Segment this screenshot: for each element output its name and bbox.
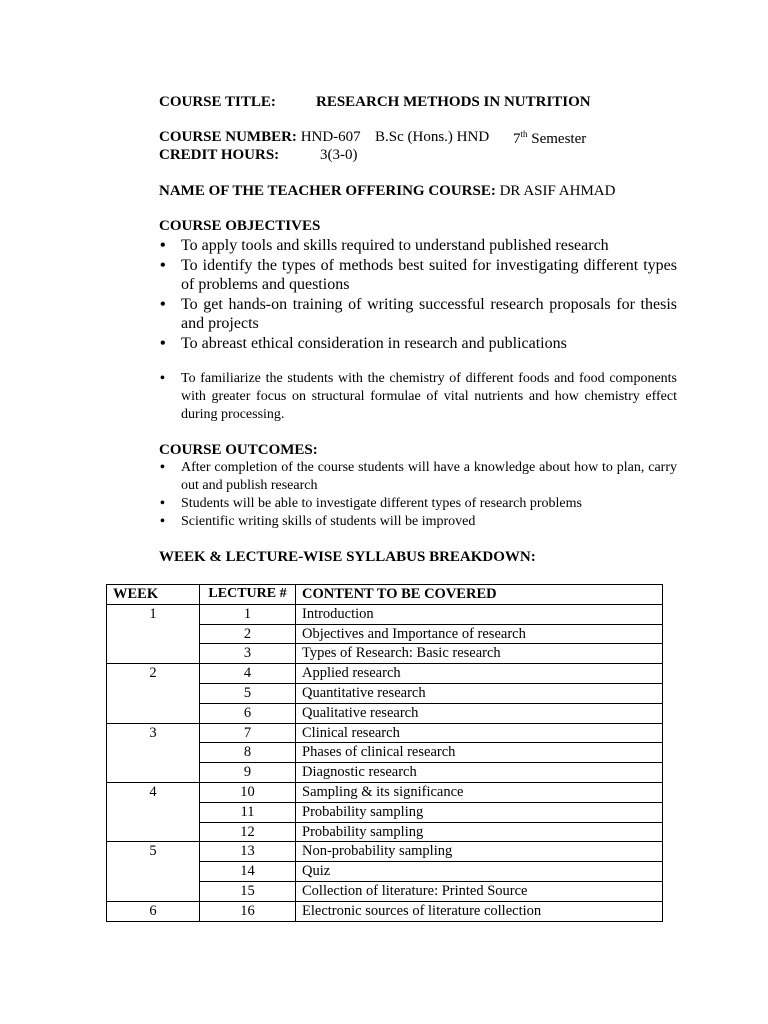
content-cell: Objectives and Importance of research [296,624,663,644]
table-header-row [107,585,663,605]
course-title-value: RESEARCH METHODS IN NUTRITION [316,94,591,110]
content-cell: Collection of literature: Printed Source [296,881,663,901]
table-row [107,664,663,684]
semester-word: Semester [531,131,587,147]
syllabus-heading: WEEK & LECTURE-WISE SYLLABUS BREAKDOWN: [159,549,536,565]
course-number-label: COURSE NUMBER: [159,129,297,145]
lecture-cell: 6 [200,703,296,723]
course-number-value: HND-607 [300,129,361,145]
objective-item: • To identify the types of methods best suited for investigating different types of problems and questions [160,256,677,293]
lecture-cell: 10 [200,782,296,802]
column-header-week: WEEK [107,585,200,605]
content-cell: Quiz [296,862,663,882]
lecture-cell: 3 [200,644,296,664]
lecture-cell: 5 [200,683,296,703]
objectives-list [159,236,677,353]
semester [513,129,586,148]
week-cell: 2 [107,664,200,723]
objective-item: • To apply tools and skills required to understand published research [160,237,609,254]
outcomes-heading: COURSE OUTCOMES: [159,442,318,458]
course-title-line [159,94,591,111]
content-cell: Sampling & its significance [296,782,663,802]
objective-text: To apply tools and skills required to understand published research [181,237,609,254]
credit-hours-value: 3(3-0) [320,147,358,163]
objective-text: To familiarize the students with the chemistry of different foods and food components with greater focus on structural formulae of vital nutrients and how chemistry effect during processing. [181,371,677,422]
course-title-label: COURSE TITLE: [159,94,276,110]
outcome-text: After completion of the course students will have a knowledge about how to plan, carry out and publish research [181,460,677,493]
outcome-item: • After completion of the course students will have a knowledge about how to plan, carry out and publish research [160,460,677,493]
course-number-line [159,129,587,147]
objective-item: • To familiarize the students with the chemistry of different foods and food components with greater focus on structural formulae of vital nutrients and how chemistry effect during processing. [160,371,677,422]
lecture-cell: 12 [200,822,296,842]
objective-item: • To abreast ethical consideration in research and publications [160,334,567,352]
week-cell: 1 [107,604,200,663]
content-cell: Applied research [296,664,663,684]
lecture-cell: 11 [200,802,296,822]
week-cell: 4 [107,782,200,841]
credit-hours-line [159,147,358,164]
semester-number: 7 [513,131,521,147]
outcome-item: • Students will be able to investigate different types of research problems [160,496,582,511]
teacher-label: NAME OF THE TEACHER OFFERING COURSE: [159,183,496,199]
table-row [107,604,663,624]
week-cell: 5 [107,842,200,901]
objectives-extra-list [159,370,677,424]
objective-text: To identify the types of methods best suited for investigating different types of problems and questions [181,256,677,293]
lecture-cell: 4 [200,664,296,684]
content-cell: Introduction [296,604,663,624]
content-cell: Quantitative research [296,683,663,703]
content-cell: Probability sampling [296,802,663,822]
column-header-content: CONTENT TO BE COVERED [296,585,663,605]
content-cell: Diagnostic research [296,763,663,783]
lecture-cell: 15 [200,881,296,901]
teacher-line [159,183,615,200]
outcome-text: Scientific writing skills of students will be improved [181,514,476,529]
content-cell: Probability sampling [296,822,663,842]
lecture-cell: 14 [200,862,296,882]
credit-hours-label: CREDIT HOURS: [159,147,280,163]
lecture-cell: 7 [200,723,296,743]
objective-item: • To get hands-on training of writing successful research proposals for thesis and projects [160,295,677,332]
lecture-cell: 9 [200,763,296,783]
content-cell: Phases of clinical research [296,743,663,763]
syllabus-table [106,584,663,922]
lecture-cell: 1 [200,604,296,624]
program-label: B.Sc (Hons.) HND [375,129,490,145]
week-cell: 3 [107,723,200,782]
objectives-heading: COURSE OBJECTIVES [159,218,321,234]
table-row [107,842,663,862]
objective-text: To abreast ethical consideration in research and publications [181,334,567,352]
semester-suffix: th [520,129,528,139]
lecture-cell: 2 [200,624,296,644]
lecture-cell: 16 [200,901,296,921]
objective-text: To get hands-on training of writing successful research proposals for thesis and projects [181,295,677,332]
week-cell: 6 [107,901,200,921]
outcomes-list [159,459,677,531]
content-cell: Electronic sources of literature collection [296,901,663,921]
content-cell: Non-probability sampling [296,842,663,862]
table-row [107,901,663,921]
outcome-text: Students will be able to investigate different types of research problems [181,496,582,511]
table-row [107,782,663,802]
lecture-cell: 13 [200,842,296,862]
content-cell: Qualitative research [296,703,663,723]
table-row [107,723,663,743]
content-cell: Types of Research: Basic research [296,644,663,664]
column-header-lecture: LECTURE # [200,585,296,605]
content-cell: Clinical research [296,723,663,743]
outcome-item: • Scientific writing skills of students will be improved [160,514,476,529]
lecture-cell: 8 [200,743,296,763]
teacher-name: DR ASIF AHMAD [499,183,616,199]
